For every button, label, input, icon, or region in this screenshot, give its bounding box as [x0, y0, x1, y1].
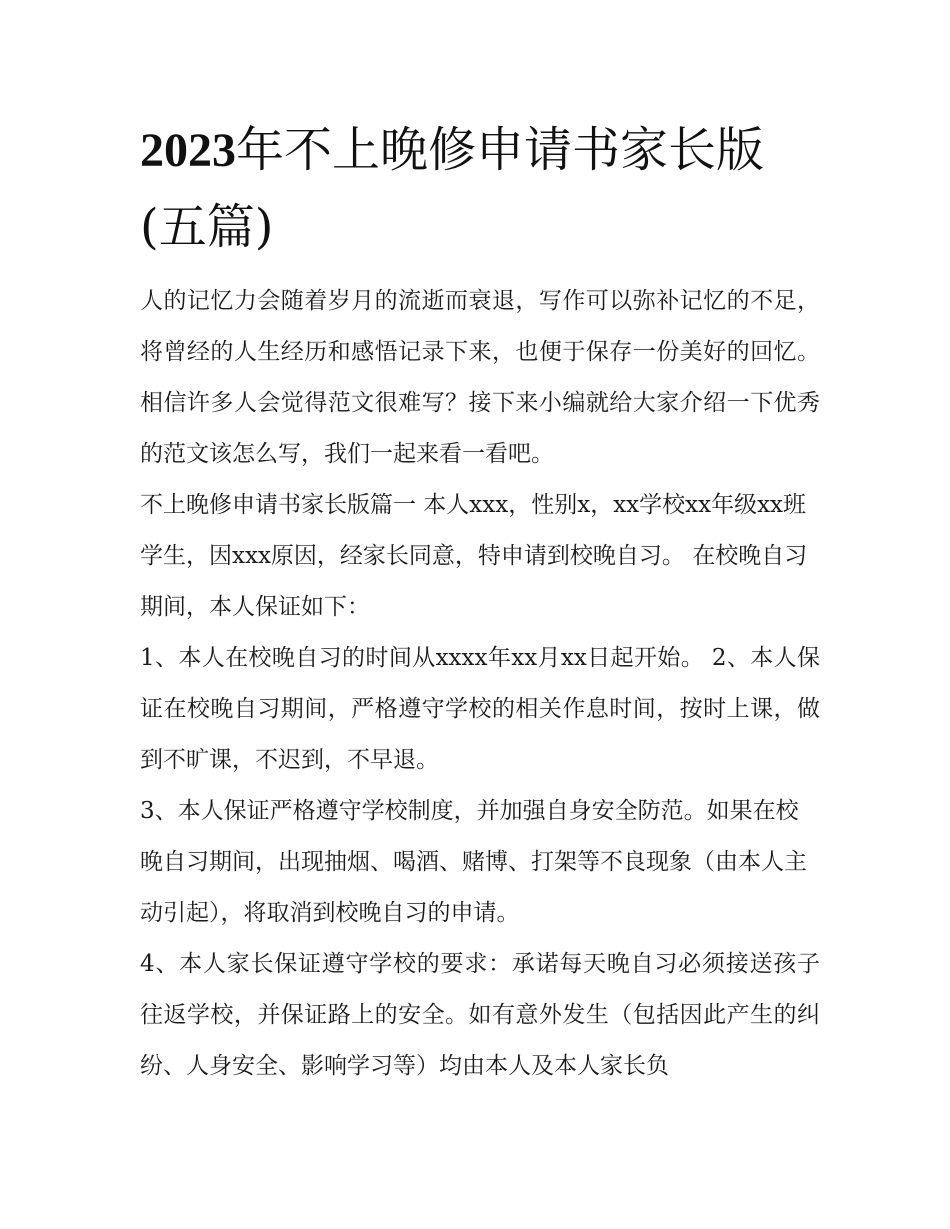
document-title	[140, 112, 830, 265]
intro-paragraph: 人的记忆力会随着岁月的流逝而衰退，写作可以弥补记忆的不足，将曾经的人生经历和感悟记录下来，也便于保存一份美好的回忆。相信许多人会觉得范文很难写？接下来小编就给大家介绍一下优秀的范文该怎么写，我们一起来看一看吧。	[140, 288, 820, 467]
paragraph-item-3: 3、本人保证严格遵守学校制度，并加强自身安全防范。如果在校晚自习期间，出现抽烟、喝酒、赌博、打架等不良现象（由本人主动引起），将取消到校晚自习的申请。	[140, 798, 807, 926]
paragraph-item-1-2: 1、本人在校晚自习的时间从xxxx年xx月xx日起开始。 2、本人保证在校晚自习期间，严格遵守学校的相关作息时间，按时上课，做到不旷课，不迟到，不早退。	[140, 645, 820, 773]
document-body	[140, 276, 820, 1092]
paragraph-item-4: 4、本人家长保证遵守学校的要求：承诺每天晚自习必须接送孩子往返学校，并保证路上的安全。如有意外发生（包括因此产生的纠纷、人身安全、影响学习等）均由本人及本人家长负	[140, 951, 820, 1079]
title-year: 2023	[140, 124, 236, 177]
title-text: 年不上晚修申请书家长版	[236, 122, 765, 178]
paragraph-applicant: 不上晚修申请书家长版篇一 本人xxx，性别x，xx学校xx年级xx班学生，因xxx原因，经家长同意，特申请到校晚自习。 在校晚自习期间，本人保证如下：	[140, 492, 808, 620]
title-subtitle: (五篇)	[140, 199, 274, 255]
